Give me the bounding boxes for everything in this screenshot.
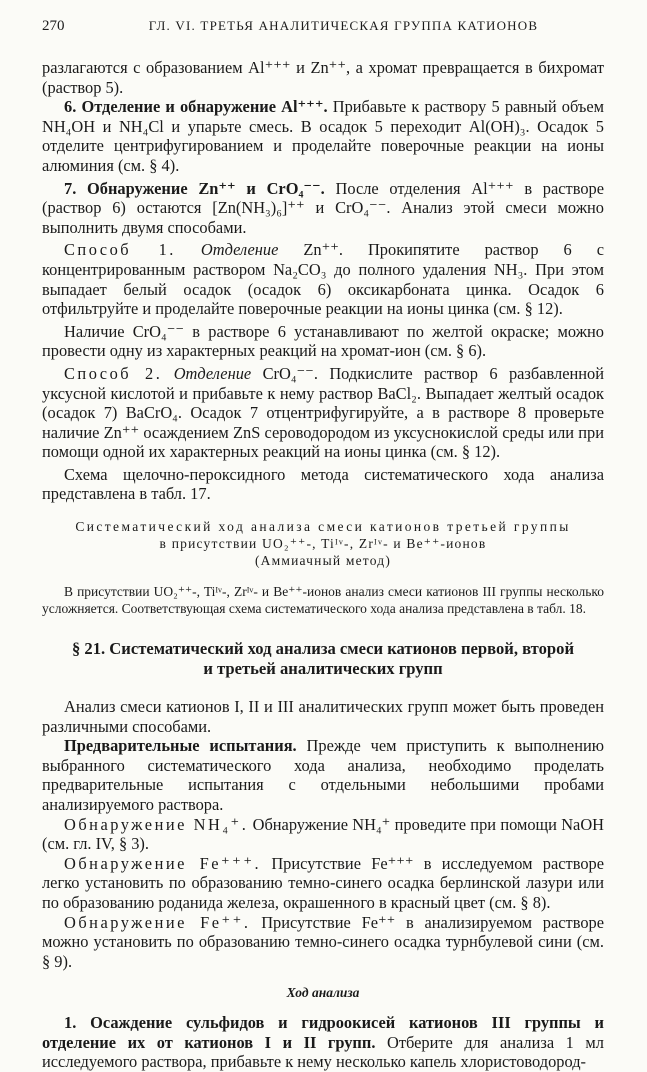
paragraph: [42, 240, 604, 318]
step-heading: 7. Обнаружение Zn⁺⁺ и CrO₄⁻⁻.: [64, 178, 325, 198]
page-number: 270: [42, 18, 65, 34]
step-heading: 6. Отделение и обнаружение Al⁺⁺⁺.: [64, 97, 328, 117]
paragraph-text: Отберите для анализа 1 мл исследуемого раствора, прибавьте к нему несколько капель хлористоводород-: [42, 1032, 604, 1072]
table-caption-line: (Аммиачный метод): [254, 553, 392, 569]
italic-term: Отделение: [200, 240, 279, 260]
table-caption-line: Систематический ход анализа смеси катионов третьей группы: [75, 519, 571, 535]
paragraph: [42, 97, 604, 175]
subsection-heading: Ход анализа: [286, 985, 360, 1001]
paragraph: Анализ смеси катионов I, II и III аналитических групп может быть проведен различными способами.: [42, 697, 604, 736]
test-label: Обнаружение Fe⁺⁺.: [64, 912, 251, 932]
test-label: Обнаружение Fe⁺⁺⁺.: [64, 853, 262, 873]
step-heading: Предварительные испытания.: [64, 736, 297, 756]
paragraph-text: После отделения Al⁺⁺⁺ в растворе (раствор 6) остаются [Zn(NH₃)₆]⁺⁺ и CrO₄⁻⁻. Анализ этой смеси можно выполнить двумя способами.: [42, 178, 605, 237]
page-body: [42, 58, 604, 1072]
paragraph: [42, 1013, 604, 1072]
paragraph-text: Прежде чем приступить к выполнению выбранного систематического хода анализа, необходимо проделать предварительные испытания с отдельными небольшими пробами анализируемого раствора.: [42, 736, 604, 815]
small-note: В присутствии UO₂⁺⁺-, Tiᴵᵛ-, Zrᴵᵛ- и Be⁺⁺-ионов анализ смеси катионов III группы несколько усложняется. Соответствующая схема систематического хода анализа представлена в табл. 18.: [42, 584, 604, 617]
paragraph: [42, 736, 604, 814]
paragraph: Схема щелочно-пероксидного метода систематического хода анализа представлена в табл. 17.: [42, 464, 604, 504]
italic-term: Отделение: [173, 363, 252, 383]
paragraph-text: Присутствие Fe⁺⁺ в анализируемом растворе можно установить по образованию темно-синего осадка турнбулевой сини (см. § 9).: [42, 912, 604, 971]
section-title-line: и третьей аналитических групп: [203, 659, 443, 679]
method-label: Способ 1.: [64, 240, 176, 260]
paragraph-text: Обнаружение NH₄⁺ проведите при помощи NaOH (см. гл. IV, § 3).: [42, 814, 604, 854]
section-title-line: § 21. Систематический ход анализа смеси катионов первой, второй: [71, 639, 575, 659]
step-heading: 1. Осаждение сульфидов и гидроокисей катионов III группы и отделение их от катионов I и II групп.: [42, 1012, 604, 1052]
page-header: [42, 18, 605, 40]
table-caption: [42, 518, 604, 569]
test-label: Обнаружение NH₄⁺.: [64, 814, 249, 834]
paragraph: [42, 179, 604, 238]
table-caption-line: в присутствии UO₂⁺⁺-, Tiᴵᵛ-, Zrᴵᵛ- и Be⁺⁺-ионов: [159, 536, 487, 552]
section-title: [42, 639, 604, 679]
paragraph-text: Прибавьте к раствору 5 равный объем NH₄OH и NH₄Cl и упарьте смесь. В осадок 5 переходит Al(OH)₃. Осадок 5 отделите центрифугированием и проделайте поверочные реакции на ионы алюминия (см. § 4).: [42, 97, 604, 175]
paragraph: [42, 815, 604, 854]
paragraph: Наличие CrO₄⁻⁻ в растворе 6 устанавливают по желтой окраске; можно провести одну из характерных реакций на хромат-ион (см. § 6).: [42, 321, 604, 361]
paragraph: разлагаются с образованием Al⁺⁺⁺ и Zn⁺⁺, а хромат превращается в бихромат (раствор 5).: [42, 58, 604, 97]
paragraph: [42, 364, 604, 462]
method-label: Способ 2.: [64, 363, 163, 383]
paragraph-text: Zn⁺⁺. Прокипятите раствор 6 с концентрированным раствором Na₂CO₃ до полного удаления NH₃. При этом выпадает белый осадок (осадок 6) оксикарбоната цинка. Осадок 6 отфильтруйте и проделайте поверочные реакции на ионы цинка (см. § 12).: [42, 240, 604, 319]
paragraph: [42, 854, 604, 913]
paragraph-text: CrO₄⁻⁻. Подкислите раствор 6 разбавленной уксусной кислотой и прибавьте к нему раствор BaCl₂. Выпадает желтый осадок (осадок 7) BaCrO₄. Осадок 7 отцентрифугируйте, а в растворе 8 проверьте наличие Zn⁺⁺ осаждением ZnS сероводородом из уксуснокислой среды или при помощи одной их характерных реакций на ионы цинка (см. § 12).: [42, 363, 604, 462]
running-title: ГЛ. VI. ТРЕТЬЯ АНАЛИТИЧЕСКАЯ ГРУППА КАТИОНОВ: [148, 18, 539, 33]
paragraph: [42, 913, 604, 972]
paragraph-text: Присутствие Fe⁺⁺⁺ в исследуемом растворе легко установить по образованию темно-синего осадка берлинской лазури или по образованию роданида железа, окрашенного в красный цвет (см. § 8).: [42, 853, 604, 912]
